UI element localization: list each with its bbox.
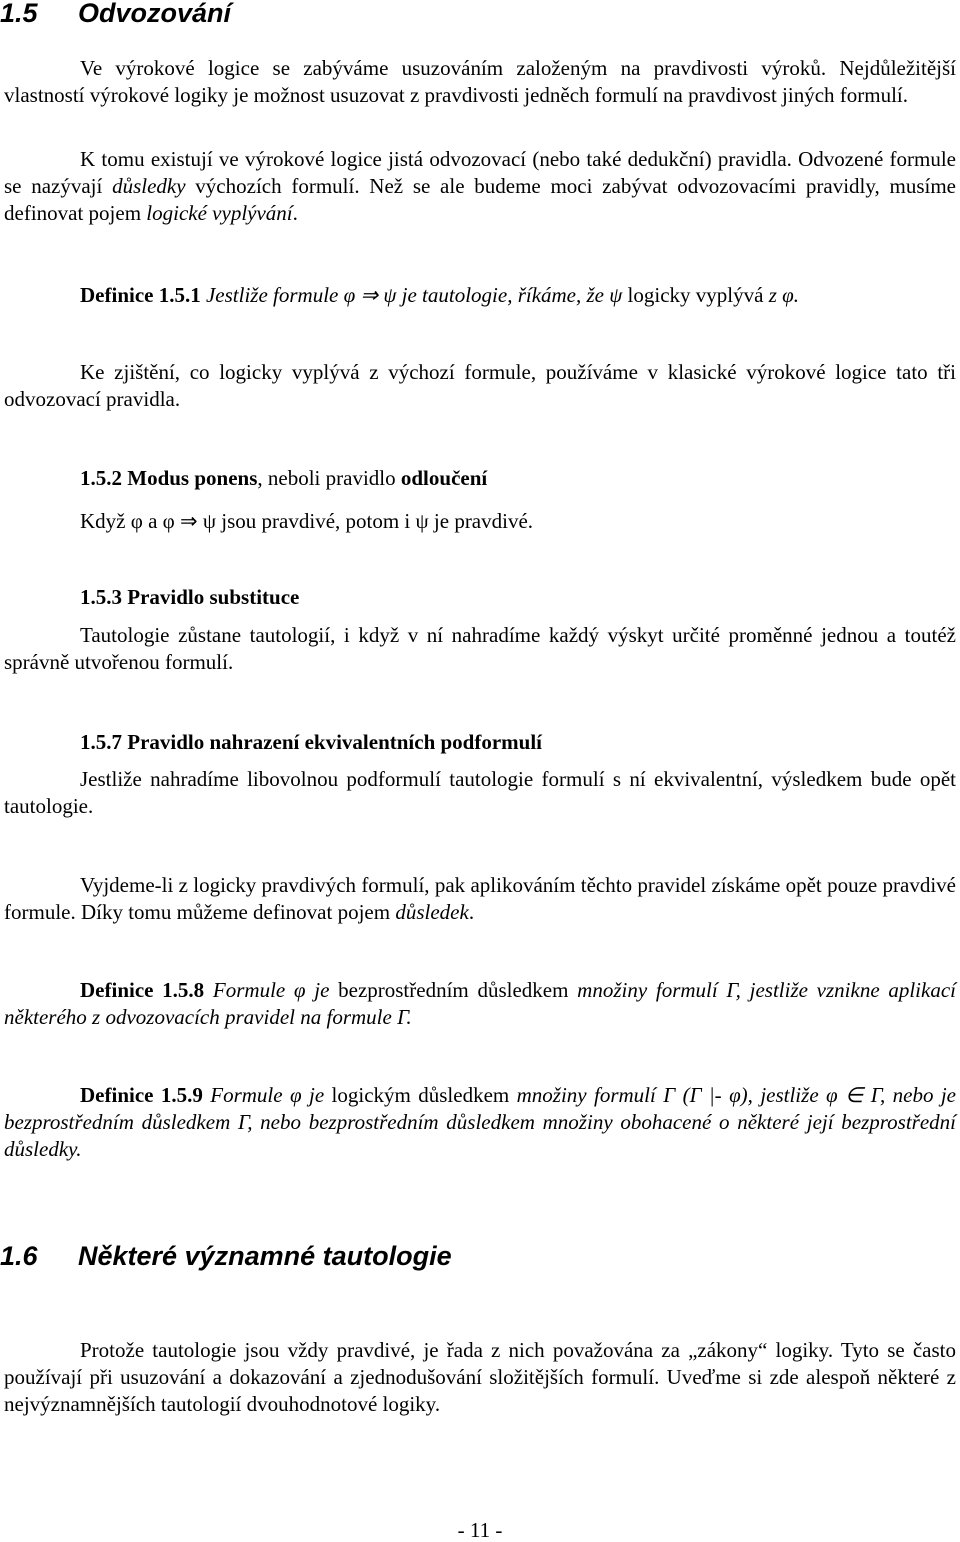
page-number: - 11 - [457, 1518, 503, 1542]
text: K tomu existují ve výrokové logice jistá odvozovací (nebo také dedukční) pravidla. Odvozené formule se nazývají [4, 147, 956, 198]
rule-heading-bold: odloučení [400, 466, 488, 490]
definition-text: Formule φ je [204, 978, 339, 1002]
section-1-6-paragraph: Protože tautologie jsou vždy pravdivé, je řada z nich považována za „zákony“ logiky. Tyto se často používají při usuzování a dokazování a zjednodušování složitějších formulí. Uveďme si zde alespoň některé z nejvýznamnějších tautologií dvouhodnotové logiky. [4, 1338, 956, 1416]
conclusion-paragraph [4, 872, 956, 926]
section-title: Odvozování [78, 0, 232, 28]
rule-1-5-2-heading [80, 465, 487, 492]
term-dusledky: důsledky [112, 174, 186, 198]
definition-text: množiny formulí Γ (Γ |- φ), jestliže φ ∈ Γ, nebo je bezprostředním důsledkem Γ, nebo bezprostředním důsledkem množiny obohacené o některé její bezprostřední důsledky. [4, 1083, 956, 1161]
section-heading-1-6 [0, 1241, 452, 1271]
definition-text: Formule φ je [202, 1083, 332, 1107]
definition-1-5-9 [4, 1082, 956, 1163]
definition-1-5-8 [4, 977, 956, 1031]
definition-text: Jestliže formule φ ⇒ ψ je tautologie, říkáme, že ψ [200, 283, 628, 307]
definition-label: Definice 1.5.1 [80, 283, 201, 307]
definition-term: bezprostředním důsledkem [338, 978, 569, 1002]
text: výchozích formulí. Než se ale budeme moci zabývat odvozovacími pravidly, musíme definovat pojem [4, 174, 956, 225]
definition-term: logickým důsledkem [331, 1083, 510, 1107]
definition-label: Definice 1.5.8 [80, 978, 205, 1002]
section-title: Některé významné tautologie [78, 1241, 452, 1271]
rule-heading-text: , neboli pravidlo [257, 466, 401, 490]
section-heading-1-5 [0, 0, 231, 28]
definition-1-5-1 [80, 282, 799, 309]
intro-paragraph-1: Ve výrokové logice se zabýváme usuzováním založeným na pravdivosti výroků. Nejdůležitější vlastností výrokové logiky je možnost usuzovat z pravdivosti jedněch formulí na pravdivost jiných formulí. [4, 56, 956, 107]
definition-text: množiny formulí Γ, jestliže vznikne aplikací některého z odvozovacích pravidel na formule Γ. [4, 978, 956, 1029]
term-logicke-vyplyvani: logické vyplývání [146, 201, 293, 225]
definition-text: z φ. [763, 283, 799, 307]
definition-label: Definice 1.5.9 [80, 1083, 203, 1107]
text: . [468, 900, 475, 924]
rule-1-5-3-heading [80, 584, 299, 611]
section-number: 1.5 [0, 0, 38, 28]
rule-heading-bold: 1.5.7 Pravidlo nahrazení ekvivalentních podformulí [80, 730, 543, 754]
definition-term: logicky vyplývá [627, 283, 764, 307]
rule-1-5-3-text: Tautologie zůstane tautologií, i když v ní nahradíme každý výskyt určité proměnné jednou a toutéž správně utvořenou formulí. [4, 623, 956, 674]
rules-intro-paragraph: Ke zjištění, co logicky vyplývá z výchozí formule, používáme v klasické výrokové logice tato tři odvozovací pravidla. [4, 360, 956, 411]
text: Vyjdeme-li z logicky pravdivých formulí, pak aplikováním těchto pravidel získáme opět pouze pravdivé formule. Díky tomu můžeme definovat pojem [4, 873, 956, 924]
rule-1-5-7-text: Jestliže nahradíme libovolnou podformulí tautologie formulí s ní ekvivalentní, výsledkem bude opět tautologie. [4, 767, 956, 818]
text: . [292, 201, 298, 225]
section-number: 1.6 [0, 1241, 38, 1271]
rule-1-5-2-text: Když φ a φ ⇒ ψ jsou pravdivé, potom i ψ je pravdivé. [80, 509, 534, 533]
rule-heading-bold: 1.5.3 Pravidlo substituce [80, 585, 300, 609]
term-dusledek: důsledek [395, 900, 469, 924]
intro-paragraph-2 [4, 146, 956, 227]
rule-1-5-7-heading [80, 729, 542, 756]
rule-heading-bold: 1.5.2 Modus ponens [80, 466, 258, 490]
